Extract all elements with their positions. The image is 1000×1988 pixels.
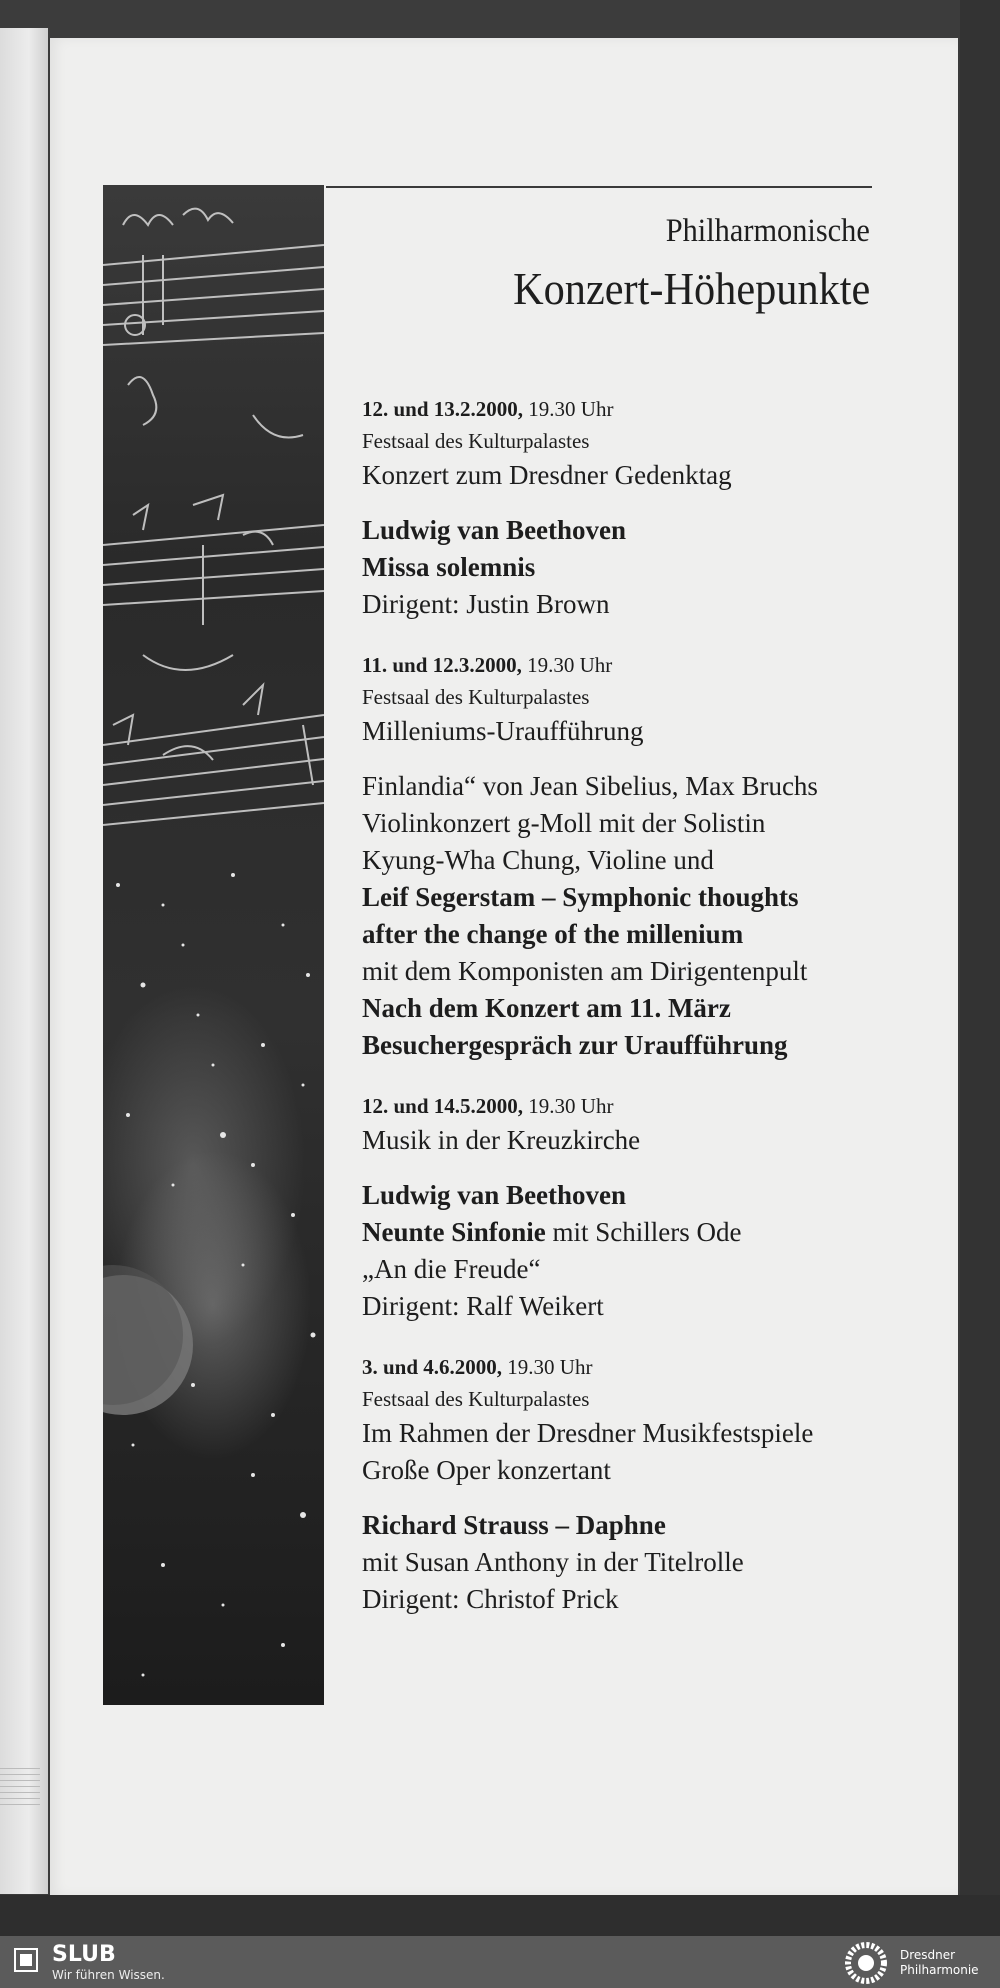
event-detail-text: Nach dem Konzert am 11. März bbox=[362, 993, 731, 1023]
event-detail-text: Neunte Sinfonie bbox=[362, 1217, 546, 1247]
scanner-border-top bbox=[0, 0, 1000, 40]
event-detail-line bbox=[362, 713, 902, 750]
event-detail-line bbox=[362, 1507, 902, 1544]
event-detail-line bbox=[362, 953, 902, 990]
partner-name bbox=[900, 1948, 979, 1978]
event-date bbox=[362, 393, 902, 425]
event-detail-line bbox=[362, 1288, 902, 1325]
event-detail-text: Ludwig van Beethoven bbox=[362, 1180, 627, 1210]
header-rule bbox=[326, 186, 872, 188]
event-detail-line bbox=[362, 768, 902, 805]
event-detail-text: Milleniums-Uraufführung bbox=[362, 716, 644, 746]
scanner-border-right bbox=[960, 0, 1000, 1936]
event-detail-line bbox=[362, 1415, 902, 1452]
event-detail-line bbox=[362, 805, 902, 842]
event-detail-line bbox=[362, 1452, 902, 1489]
event-entry bbox=[362, 393, 902, 623]
event-entry bbox=[362, 649, 902, 1064]
library-tagline: Wir führen Wissen. bbox=[52, 1968, 165, 1982]
partner-name-line-1: Dresdner bbox=[900, 1948, 956, 1962]
event-detail-suffix: mit Schillers Ode bbox=[545, 1217, 742, 1247]
event-detail-line bbox=[362, 512, 902, 549]
event-detail-text: Dirigent: Ralf Weikert bbox=[362, 1291, 604, 1321]
music-cosmos-image bbox=[103, 185, 324, 1705]
event-detail-line bbox=[362, 916, 902, 953]
music-cosmos-artwork bbox=[103, 185, 324, 1705]
event-date bbox=[362, 649, 902, 681]
footer-bar bbox=[0, 1936, 1000, 1988]
event-date bbox=[362, 1351, 902, 1383]
event-detail-line bbox=[362, 549, 902, 586]
event-detail-text: Dirigent: Justin Brown bbox=[362, 589, 610, 619]
event-time: 19.30 Uhr bbox=[502, 1355, 593, 1379]
event-detail-line bbox=[362, 1122, 902, 1159]
event-detail-line bbox=[362, 457, 902, 494]
event-detail-text: after the change of the millenium bbox=[362, 919, 744, 949]
event-detail-line bbox=[362, 1027, 902, 1064]
event-date bbox=[362, 1090, 902, 1122]
event-detail-text: Leif Segerstam – Symphonic thoughts bbox=[362, 882, 799, 912]
event-entry bbox=[362, 1351, 902, 1618]
event-detail-line bbox=[362, 1214, 902, 1251]
event-detail-text: Richard Strauss – Daphne bbox=[362, 1510, 666, 1540]
event-detail-text: Große Oper konzertant bbox=[362, 1455, 611, 1485]
event-detail-text: Musik in der Kreuzkirche bbox=[362, 1125, 641, 1155]
event-detail-line bbox=[362, 586, 902, 623]
page-title: Konzert-Höhepunkte bbox=[512, 263, 870, 314]
event-detail-line bbox=[362, 990, 902, 1027]
partner-name-line-2: Philharmonie bbox=[900, 1963, 979, 1977]
slub-logo-icon bbox=[12, 1946, 40, 1974]
spacer bbox=[362, 1159, 902, 1177]
event-list bbox=[362, 393, 902, 1644]
library-name: SLUB bbox=[52, 1942, 116, 1967]
event-detail-line bbox=[362, 1544, 902, 1581]
spacer bbox=[362, 494, 902, 512]
philharmonie-logo-icon bbox=[843, 1940, 889, 1986]
event-detail-text: Besuchergespräch zur Uraufführung bbox=[362, 1030, 788, 1060]
event-detail-text: „An die Freude“ bbox=[362, 1254, 541, 1284]
event-venue: Festsaal des Kulturpalastes bbox=[362, 429, 590, 453]
event-detail-text: Missa solemnis bbox=[362, 552, 536, 582]
event-date-days: 12. und 14.5.2000, bbox=[362, 1094, 524, 1118]
event-detail-text: Kyung-Wha Chung, Violine und bbox=[362, 845, 714, 875]
title-line-1: Philharmonische bbox=[665, 213, 870, 249]
event-detail-text: Im Rahmen der Dresdner Musikfestspiele bbox=[362, 1418, 814, 1448]
event-detail-line bbox=[362, 842, 902, 879]
event-detail-line bbox=[362, 1177, 902, 1214]
page-edge-lines bbox=[0, 1768, 40, 1808]
event-detail-line bbox=[362, 1251, 902, 1288]
event-time: 19.30 Uhr bbox=[521, 653, 613, 677]
scanner-border-bottom bbox=[0, 1895, 1000, 1936]
event-date-days: 12. und 13.2.2000, bbox=[362, 397, 524, 421]
event-detail-text: Finlandia“ von Jean Sibelius, Max Bruchs bbox=[362, 771, 818, 801]
spacer bbox=[362, 1489, 902, 1507]
event-venue: Festsaal des Kulturpalastes bbox=[362, 685, 590, 709]
event-time: 19.30 Uhr bbox=[523, 1094, 614, 1118]
event-date-days: 11. und 12.3.2000, bbox=[362, 653, 522, 677]
event-detail-text: Violinkonzert g-Moll mit der Solistin bbox=[362, 808, 766, 838]
event-detail-text: mit dem Komponisten am Dirigentenpult bbox=[362, 956, 808, 986]
event-venue: Festsaal des Kulturpalastes bbox=[362, 1387, 590, 1411]
event-detail-text: mit Susan Anthony in der Titelrolle bbox=[362, 1547, 744, 1577]
event-detail-text: Ludwig van Beethoven bbox=[362, 515, 627, 545]
spacer bbox=[362, 750, 902, 768]
event-detail-line bbox=[362, 879, 902, 916]
event-detail-text: Dirigent: Christof Prick bbox=[362, 1584, 619, 1614]
event-detail-text: Konzert zum Dresdner Gedenktag bbox=[362, 460, 732, 490]
event-time: 19.30 Uhr bbox=[523, 397, 614, 421]
facing-page-edge bbox=[0, 28, 48, 1894]
event-date-days: 3. und 4.6.2000, bbox=[362, 1355, 503, 1379]
event-entry bbox=[362, 1090, 902, 1325]
event-detail-line bbox=[362, 1581, 902, 1618]
